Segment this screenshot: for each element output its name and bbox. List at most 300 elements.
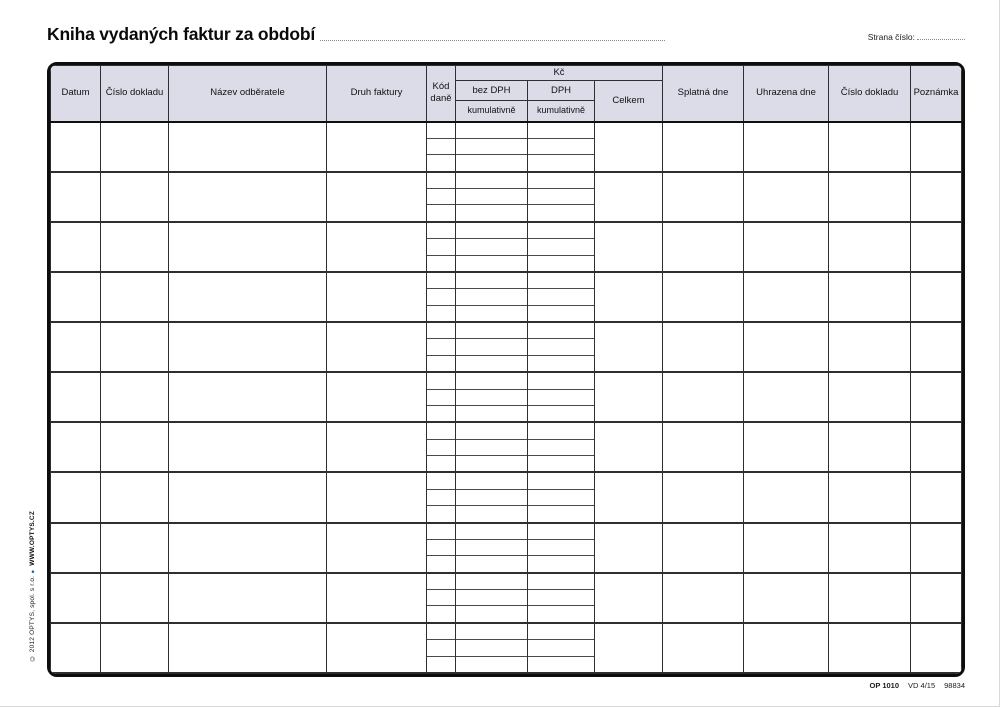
sub-cell	[528, 288, 594, 304]
sub-cell	[528, 373, 594, 388]
cell-datum	[51, 222, 101, 272]
cell-celkem	[595, 122, 663, 172]
sub-cell	[427, 656, 455, 672]
cell-celkem	[595, 422, 663, 472]
col-header-dph-kumulativne: kumulativně	[528, 101, 595, 122]
cell-datum	[51, 272, 101, 322]
sub-cell	[427, 473, 455, 488]
sub-cell	[427, 173, 455, 188]
sub-cell	[456, 574, 527, 589]
cell-dph	[528, 573, 595, 623]
cell-datum	[51, 372, 101, 422]
sub-cell	[427, 305, 455, 321]
sub-cell	[427, 605, 455, 621]
cell-nazev-odberatele	[169, 372, 327, 422]
col-header-nazev-odberatele: Název odběratele	[169, 66, 327, 122]
sub-cell	[528, 355, 594, 371]
sub-cell	[528, 238, 594, 254]
cell-kod-dane	[427, 222, 456, 272]
cell-splatna-dne	[663, 523, 744, 573]
sub-cell	[427, 639, 455, 655]
cell-kod-dane	[427, 422, 456, 472]
sub-rows	[456, 574, 527, 622]
sub-cell	[528, 188, 594, 204]
cell-nazev-odberatele	[169, 472, 327, 522]
cell-nazev-odberatele	[169, 623, 327, 673]
sub-cell	[456, 305, 527, 321]
sub-rows	[528, 173, 594, 221]
sub-rows	[456, 173, 527, 221]
cell-datum	[51, 573, 101, 623]
cell-druh-faktury	[327, 422, 427, 472]
sub-rows	[427, 273, 455, 321]
sub-cell	[427, 423, 455, 438]
cell-poznamka	[911, 422, 962, 472]
sub-cell	[427, 555, 455, 571]
footer-form-code: OP 1010	[869, 681, 900, 690]
cell-celkem	[595, 222, 663, 272]
sub-cell	[427, 323, 455, 338]
cell-bez-dph	[456, 523, 528, 573]
col-header-cislo-dokladu-2: Číslo dokladu	[829, 66, 911, 122]
col-header-splatna-dne: Splatná dne	[663, 66, 744, 122]
page-number-label: Strana číslo:	[867, 32, 915, 43]
col-header-celkem: Celkem	[595, 81, 663, 122]
sub-cell	[427, 455, 455, 471]
cell-bez-dph	[456, 222, 528, 272]
sub-cell	[456, 639, 527, 655]
cell-cislo-dokladu	[101, 222, 169, 272]
page-title: Kniha vydaných faktur za období	[47, 24, 316, 44]
sub-cell	[528, 505, 594, 521]
sub-rows	[427, 123, 455, 171]
sub-rows	[528, 624, 594, 672]
cell-druh-faktury	[327, 272, 427, 322]
sub-rows	[528, 423, 594, 471]
sub-cell	[528, 305, 594, 321]
cell-datum	[51, 422, 101, 472]
sub-rows	[528, 574, 594, 622]
cell-nazev-odberatele	[169, 523, 327, 573]
sub-rows	[427, 323, 455, 371]
cell-kod-dane	[427, 573, 456, 623]
sub-rows	[528, 273, 594, 321]
cell-bez-dph	[456, 372, 528, 422]
sub-cell	[456, 288, 527, 304]
sub-cell	[528, 138, 594, 154]
sub-cell	[427, 624, 455, 639]
sub-cell	[456, 123, 527, 138]
cell-splatna-dne	[663, 623, 744, 673]
cell-kod-dane	[427, 623, 456, 673]
table-row	[51, 272, 962, 322]
cell-datum	[51, 472, 101, 522]
cell-kod-dane	[427, 523, 456, 573]
cell-celkem	[595, 322, 663, 372]
sub-cell	[528, 323, 594, 338]
footer-edition: VD 4/15	[908, 681, 936, 690]
cell-poznamka	[911, 172, 962, 222]
cell-cislo-dokladu-2	[829, 623, 911, 673]
cell-uhrazena-dne	[744, 472, 829, 522]
cell-bez-dph	[456, 122, 528, 172]
sub-cell	[528, 624, 594, 639]
sub-rows	[427, 223, 455, 271]
cell-bez-dph	[456, 272, 528, 322]
cell-uhrazena-dne	[744, 372, 829, 422]
cell-cislo-dokladu-2	[829, 372, 911, 422]
cell-splatna-dne	[663, 172, 744, 222]
sub-rows	[427, 473, 455, 521]
cell-druh-faktury	[327, 172, 427, 222]
cell-cislo-dokladu-2	[829, 422, 911, 472]
sub-cell	[528, 255, 594, 271]
sub-cell	[456, 524, 527, 539]
cell-dph	[528, 472, 595, 522]
sub-rows	[456, 473, 527, 521]
cell-celkem	[595, 523, 663, 573]
cell-nazev-odberatele	[169, 122, 327, 172]
cell-cislo-dokladu-2	[829, 222, 911, 272]
cell-splatna-dne	[663, 222, 744, 272]
sub-cell	[456, 188, 527, 204]
cell-druh-faktury	[327, 122, 427, 172]
cell-uhrazena-dne	[744, 272, 829, 322]
sub-cell	[427, 373, 455, 388]
sub-rows	[528, 223, 594, 271]
cell-dph	[528, 222, 595, 272]
cell-celkem	[595, 172, 663, 222]
sub-cell	[456, 505, 527, 521]
cell-splatna-dne	[663, 472, 744, 522]
sub-cell	[528, 656, 594, 672]
cell-uhrazena-dne	[744, 523, 829, 573]
col-header-bez-dph: bez DPH	[456, 81, 528, 101]
cell-poznamka	[911, 472, 962, 522]
cell-bez-dph	[456, 422, 528, 472]
cell-uhrazena-dne	[744, 322, 829, 372]
sub-rows	[528, 373, 594, 421]
sub-rows	[528, 123, 594, 171]
sub-cell	[427, 154, 455, 170]
cell-bez-dph	[456, 322, 528, 372]
cell-splatna-dne	[663, 272, 744, 322]
cell-cislo-dokladu-2	[829, 172, 911, 222]
footer-print-codes	[870, 681, 965, 690]
cell-dph	[528, 422, 595, 472]
sub-cell	[456, 204, 527, 220]
sub-cell	[456, 555, 527, 571]
col-header-cislo-dokladu: Číslo dokladu	[101, 66, 169, 122]
cell-splatna-dne	[663, 122, 744, 172]
title-row	[47, 24, 965, 44]
table-row	[51, 523, 962, 573]
cell-nazev-odberatele	[169, 272, 327, 322]
title-dotted-line	[320, 39, 665, 41]
sub-cell	[456, 605, 527, 621]
sub-rows	[528, 473, 594, 521]
cell-bez-dph	[456, 472, 528, 522]
cell-cislo-dokladu	[101, 523, 169, 573]
cell-kod-dane	[427, 122, 456, 172]
sub-cell	[456, 255, 527, 271]
cell-cislo-dokladu-2	[829, 472, 911, 522]
cell-poznamka	[911, 122, 962, 172]
sub-cell	[427, 288, 455, 304]
cell-nazev-odberatele	[169, 222, 327, 272]
sub-cell	[528, 123, 594, 138]
cell-kod-dane	[427, 472, 456, 522]
cell-splatna-dne	[663, 322, 744, 372]
sub-cell	[528, 539, 594, 555]
sub-cell	[427, 138, 455, 154]
sub-cell	[456, 473, 527, 488]
sub-cell	[427, 524, 455, 539]
col-header-kod-dane: Kód daně	[427, 66, 456, 122]
sub-rows	[456, 223, 527, 271]
page-number-dotted-line	[917, 38, 965, 40]
cell-poznamka	[911, 372, 962, 422]
sub-cell	[456, 173, 527, 188]
sub-cell	[528, 605, 594, 621]
sub-cell	[528, 389, 594, 405]
sub-cell	[427, 489, 455, 505]
bullet-icon: ●	[30, 567, 36, 574]
sub-cell	[456, 589, 527, 605]
sub-cell	[528, 473, 594, 488]
sub-cell	[456, 138, 527, 154]
cell-kod-dane	[427, 322, 456, 372]
col-header-druh-faktury: Druh faktury	[327, 66, 427, 122]
sub-cell	[427, 505, 455, 521]
table-header	[51, 66, 962, 122]
cell-cislo-dokladu-2	[829, 322, 911, 372]
invoice-ledger-table	[50, 65, 962, 674]
cell-dph	[528, 272, 595, 322]
table-row	[51, 372, 962, 422]
sub-rows	[427, 373, 455, 421]
cell-cislo-dokladu	[101, 272, 169, 322]
cell-dph	[528, 372, 595, 422]
sub-rows	[456, 123, 527, 171]
sub-cell	[528, 589, 594, 605]
cell-dph	[528, 322, 595, 372]
cell-datum	[51, 523, 101, 573]
sub-cell	[456, 355, 527, 371]
sub-cell	[456, 273, 527, 288]
cell-uhrazena-dne	[744, 172, 829, 222]
sub-cell	[427, 204, 455, 220]
col-header-uhrazena-dne: Uhrazena dne	[744, 66, 829, 122]
cell-poznamka	[911, 322, 962, 372]
sub-cell	[427, 439, 455, 455]
cell-cislo-dokladu	[101, 422, 169, 472]
table-body	[51, 122, 962, 674]
sub-cell	[427, 123, 455, 138]
cell-poznamka	[911, 523, 962, 573]
sub-rows	[427, 173, 455, 221]
cell-datum	[51, 322, 101, 372]
sub-cell	[456, 439, 527, 455]
cell-cislo-dokladu	[101, 573, 169, 623]
sub-rows	[456, 423, 527, 471]
cell-dph	[528, 172, 595, 222]
sub-cell	[528, 574, 594, 589]
cell-uhrazena-dne	[744, 573, 829, 623]
cell-poznamka	[911, 222, 962, 272]
cell-bez-dph	[456, 623, 528, 673]
cell-nazev-odberatele	[169, 422, 327, 472]
sub-rows	[528, 524, 594, 572]
table-row	[51, 472, 962, 522]
cell-datum	[51, 122, 101, 172]
copyright-text: © 2012 OPTYS, spol. s r.o.	[29, 575, 36, 661]
sub-cell	[528, 423, 594, 438]
cell-poznamka	[911, 623, 962, 673]
sub-cell	[456, 539, 527, 555]
copyright-website: WWW.OPTYS.CZ	[29, 510, 36, 566]
sub-rows	[456, 273, 527, 321]
cell-dph	[528, 623, 595, 673]
cell-cislo-dokladu	[101, 122, 169, 172]
sub-cell	[456, 405, 527, 421]
cell-datum	[51, 172, 101, 222]
sub-cell	[528, 489, 594, 505]
sub-cell	[456, 489, 527, 505]
sub-cell	[528, 439, 594, 455]
sub-cell	[528, 405, 594, 421]
cell-kod-dane	[427, 372, 456, 422]
copyright-vertical-text	[29, 511, 36, 661]
cell-splatna-dne	[663, 372, 744, 422]
table-row	[51, 422, 962, 472]
sub-cell	[456, 323, 527, 338]
cell-kod-dane	[427, 172, 456, 222]
cell-datum	[51, 623, 101, 673]
cell-uhrazena-dne	[744, 122, 829, 172]
cell-druh-faktury	[327, 472, 427, 522]
col-header-poznamka: Poznámka	[911, 66, 962, 122]
cell-celkem	[595, 573, 663, 623]
cell-druh-faktury	[327, 573, 427, 623]
cell-cislo-dokladu	[101, 472, 169, 522]
sub-cell	[427, 405, 455, 421]
sub-cell	[528, 555, 594, 571]
sub-cell	[427, 389, 455, 405]
sub-rows	[427, 624, 455, 672]
cell-cislo-dokladu	[101, 172, 169, 222]
sub-cell	[528, 173, 594, 188]
footer-batch-number: 98834	[944, 681, 965, 690]
page-number-group	[868, 32, 965, 44]
sub-cell	[456, 338, 527, 354]
cell-druh-faktury	[327, 372, 427, 422]
cell-cislo-dokladu	[101, 623, 169, 673]
cell-druh-faktury	[327, 322, 427, 372]
sub-rows	[427, 574, 455, 622]
cell-uhrazena-dne	[744, 623, 829, 673]
col-group-kc: Kč	[456, 66, 663, 81]
cell-celkem	[595, 623, 663, 673]
table-row	[51, 122, 962, 172]
sub-cell	[456, 154, 527, 170]
cell-celkem	[595, 372, 663, 422]
cell-cislo-dokladu	[101, 372, 169, 422]
sub-rows	[528, 323, 594, 371]
sub-cell	[456, 624, 527, 639]
sub-cell	[427, 255, 455, 271]
cell-celkem	[595, 272, 663, 322]
sub-rows	[456, 323, 527, 371]
sub-cell	[528, 524, 594, 539]
col-header-dph: DPH	[528, 81, 595, 101]
sub-cell	[456, 223, 527, 238]
cell-splatna-dne	[663, 573, 744, 623]
sub-cell	[427, 539, 455, 555]
sub-rows	[456, 373, 527, 421]
cell-druh-faktury	[327, 623, 427, 673]
sub-cell	[528, 273, 594, 288]
cell-uhrazena-dne	[744, 222, 829, 272]
sub-rows	[456, 524, 527, 572]
cell-druh-faktury	[327, 222, 427, 272]
cell-poznamka	[911, 573, 962, 623]
cell-cislo-dokladu-2	[829, 573, 911, 623]
sub-rows	[427, 423, 455, 471]
col-header-datum: Datum	[51, 66, 101, 122]
sub-cell	[427, 355, 455, 371]
cell-dph	[528, 122, 595, 172]
cell-bez-dph	[456, 573, 528, 623]
cell-kod-dane	[427, 272, 456, 322]
sub-cell	[528, 455, 594, 471]
sub-cell	[427, 188, 455, 204]
cell-cislo-dokladu-2	[829, 272, 911, 322]
cell-druh-faktury	[327, 523, 427, 573]
cell-nazev-odberatele	[169, 172, 327, 222]
sub-cell	[427, 223, 455, 238]
sub-cell	[528, 204, 594, 220]
sub-cell	[456, 656, 527, 672]
table-row	[51, 172, 962, 222]
cell-bez-dph	[456, 172, 528, 222]
table-row	[51, 573, 962, 623]
cell-cislo-dokladu	[101, 322, 169, 372]
invoice-ledger-frame	[47, 62, 965, 677]
sub-cell	[456, 373, 527, 388]
table-row	[51, 222, 962, 272]
cell-celkem	[595, 472, 663, 522]
sub-rows	[456, 624, 527, 672]
sub-cell	[427, 574, 455, 589]
cell-splatna-dne	[663, 422, 744, 472]
cell-dph	[528, 523, 595, 573]
sub-cell	[528, 223, 594, 238]
sub-cell	[427, 338, 455, 354]
table-row	[51, 623, 962, 673]
cell-nazev-odberatele	[169, 573, 327, 623]
cell-cislo-dokladu-2	[829, 122, 911, 172]
sub-cell	[528, 338, 594, 354]
sub-cell	[456, 455, 527, 471]
cell-nazev-odberatele	[169, 322, 327, 372]
cell-cislo-dokladu-2	[829, 523, 911, 573]
cell-poznamka	[911, 272, 962, 322]
sub-cell	[427, 273, 455, 288]
sub-cell	[456, 423, 527, 438]
sub-cell	[427, 589, 455, 605]
cell-uhrazena-dne	[744, 422, 829, 472]
